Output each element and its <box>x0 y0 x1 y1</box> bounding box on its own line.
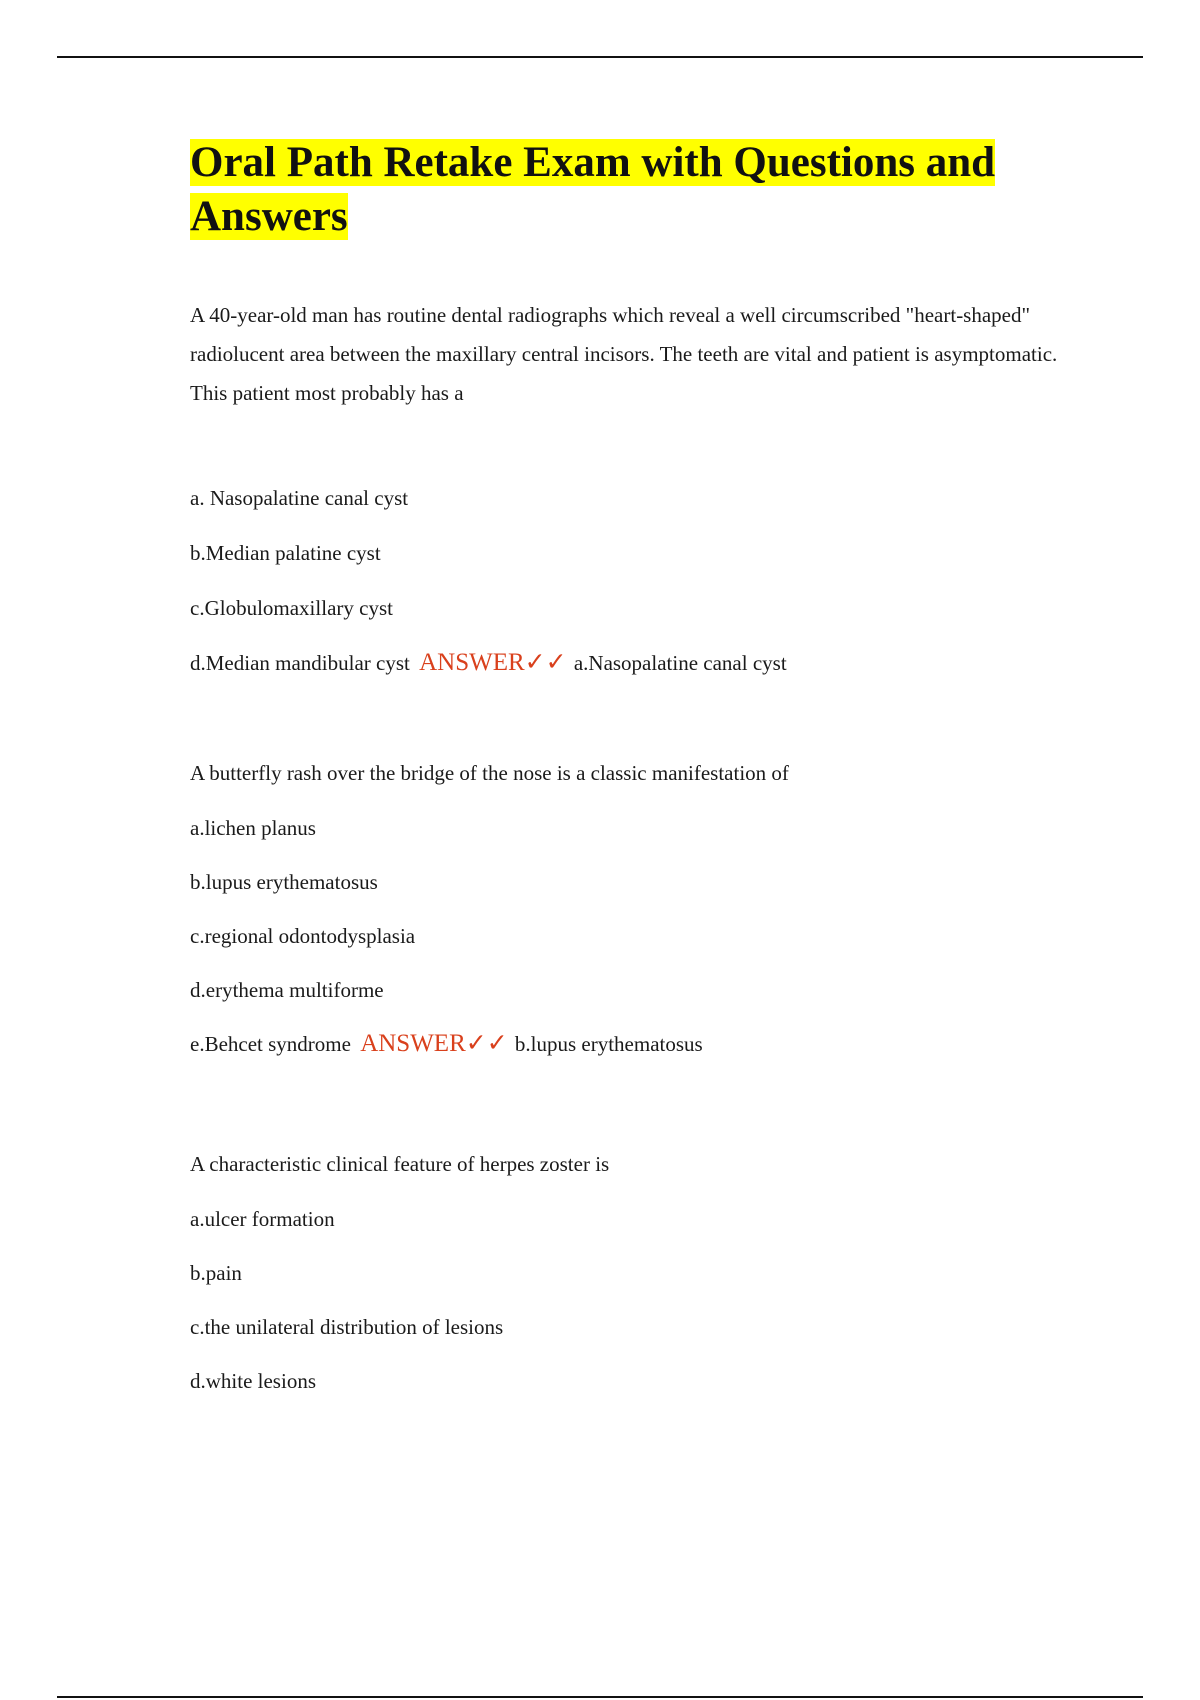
option-item-with-answer <box>190 644 1070 682</box>
option-item: b.Median palatine cyst <box>190 541 381 565</box>
option-item: c.Globulomaxillary cyst <box>190 596 393 620</box>
document-title <box>190 136 1070 244</box>
option-item: b.lupus erythematosus <box>190 870 378 894</box>
question-1 <box>190 296 1070 682</box>
top-rule <box>57 56 1143 58</box>
option-text: e.Behcet syndrome <box>190 1032 351 1056</box>
answer-tag: ANSWER✓✓ <box>360 1030 508 1057</box>
option-list <box>190 809 1070 1063</box>
question-stem: A characteristic clinical feature of herpes zoster is <box>190 1152 610 1176</box>
option-item: c.regional odontodysplasia <box>190 924 416 948</box>
option-item: d.erythema multiforme <box>190 978 384 1002</box>
option-text: d.Median mandibular cyst <box>190 651 410 675</box>
answer-text: b.lupus erythematosus <box>514 1032 703 1056</box>
document-body <box>190 136 1070 1416</box>
question-3 <box>190 1145 1070 1400</box>
question-stem: A butterfly rash over the bridge of the nose is a classic manifestation of <box>190 761 789 785</box>
answer-text: a.Nasopalatine canal cyst <box>573 651 787 675</box>
option-item: b.pain <box>190 1261 242 1285</box>
option-item: a.ulcer formation <box>190 1207 335 1231</box>
bottom-rule <box>57 1696 1143 1698</box>
option-item-with-answer <box>190 1025 1070 1063</box>
question-stem: A 40-year-old man has routine dental radiographs which reveal a well circumscribed "heart-shaped" radiolucent area between the maxillary central incisors. The teeth are vital and patient is asymptomatic. This patient most probably has a <box>190 303 1058 405</box>
option-item: d.white lesions <box>190 1369 316 1393</box>
option-list <box>190 1200 1070 1400</box>
option-list <box>190 479 1070 682</box>
title-highlight: Oral Path Retake Exam with Questions and Answers <box>190 139 996 240</box>
question-2 <box>190 754 1070 1063</box>
option-item: a. Nasopalatine canal cyst <box>190 486 409 510</box>
option-item: c.the unilateral distribution of lesions <box>190 1315 504 1339</box>
option-item: a.lichen planus <box>190 816 316 840</box>
answer-tag: ANSWER✓✓ <box>419 649 567 676</box>
